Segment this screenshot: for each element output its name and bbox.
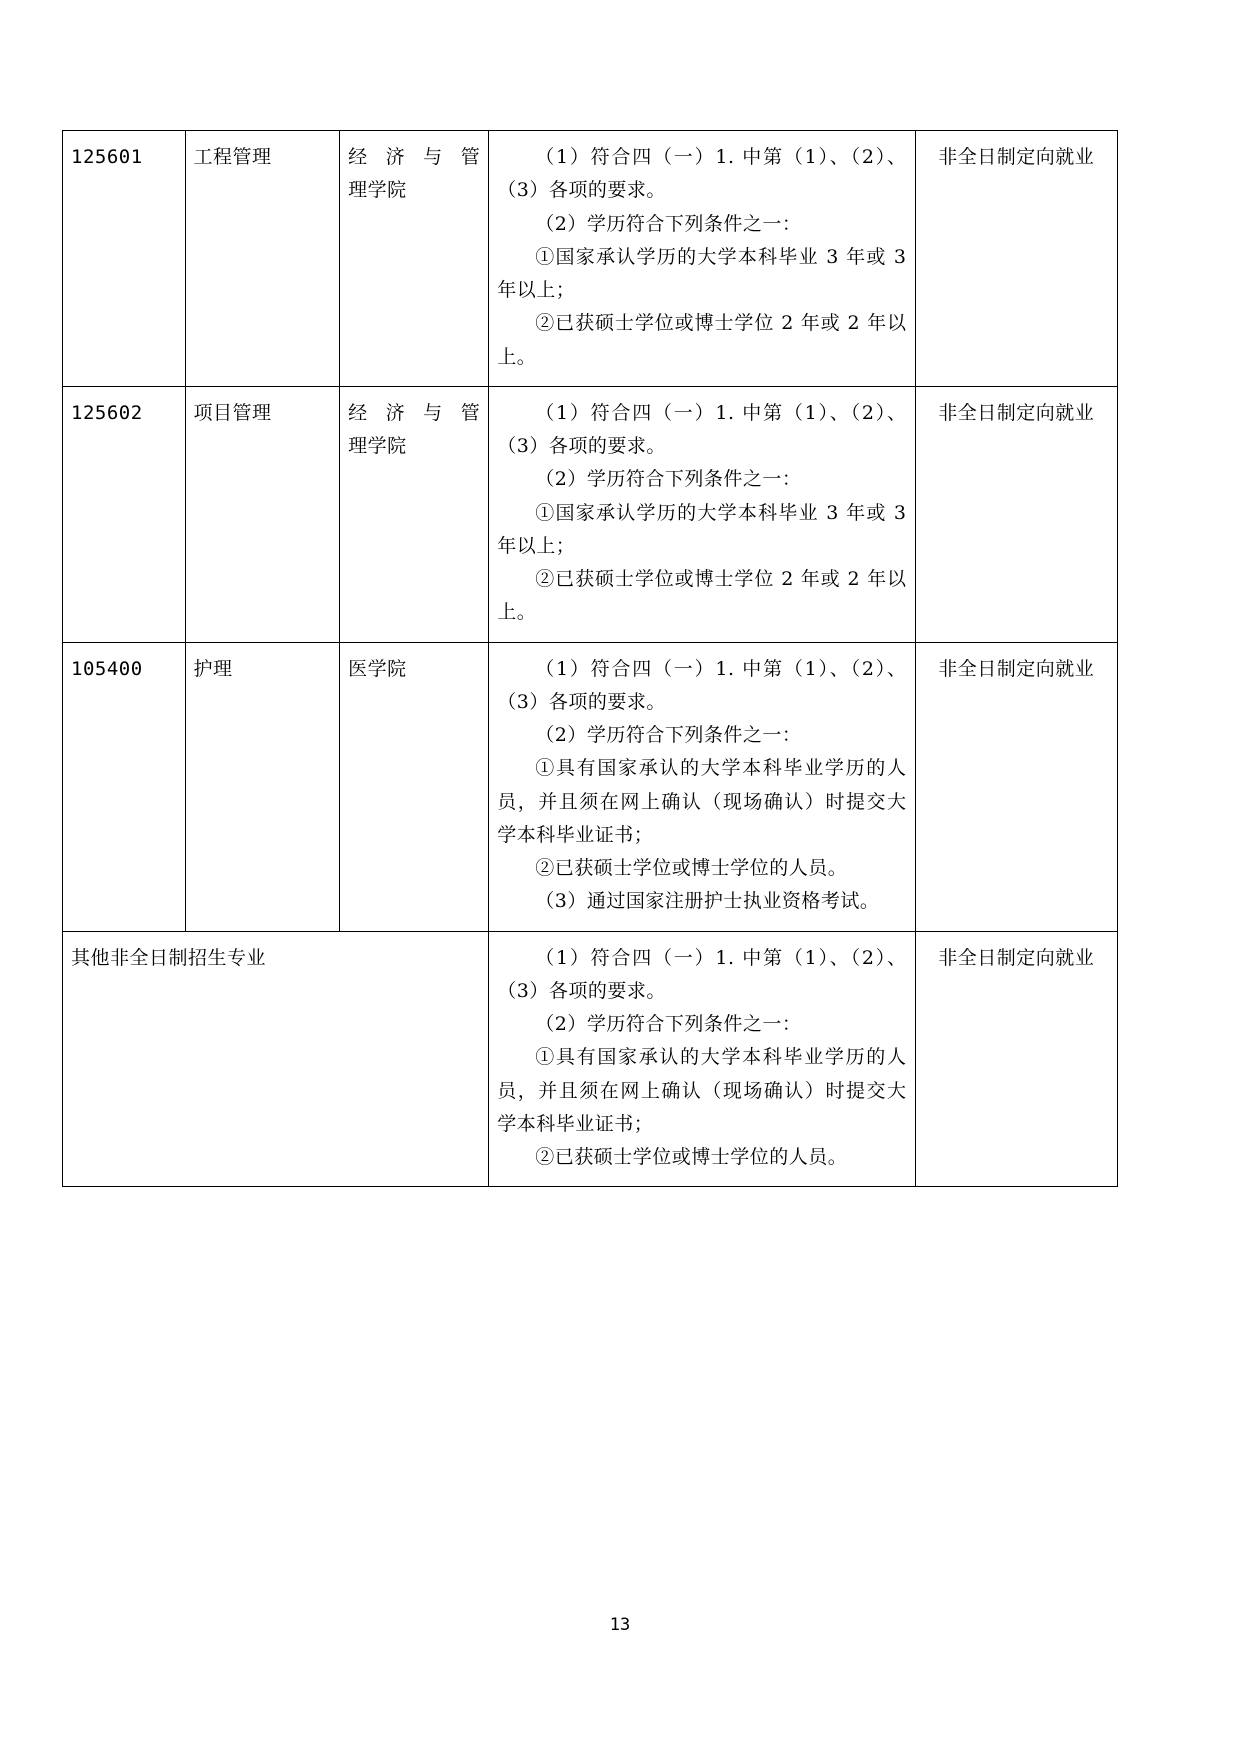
requirement-item: （2）学历符合下列条件之一： [535, 724, 802, 746]
requirement-item: （1）符合四（一）1. 中第（1）、（2）、（3）各项的要求。 [497, 401, 907, 457]
table-row [63, 931, 1118, 1187]
requirement-item: （3）通过国家注册护士执业资格考试。 [535, 890, 880, 913]
requirement-item: （1）符合四（一）1. 中第（1）、（2）、（3）各项的要求。 [497, 146, 907, 202]
requirement-item: （2）学历符合下列条件之一： [535, 1013, 802, 1035]
study-type: 非全日制定向就业 [915, 642, 1118, 931]
college-line-2: 理学院 [348, 179, 407, 202]
requirement-item: ①具有国家承认的大学本科毕业学历的人员，并且须在网上确认（现场确认）时提交大学本科毕业证书； [497, 757, 907, 846]
study-type: 非全日制定向就业 [915, 931, 1118, 1187]
requirement-item: ①国家承认学历的大学本科毕业 3 年或 3 年以上； [497, 501, 907, 557]
table-row [63, 642, 1118, 931]
requirement-item: ②已获硕士学位或博士学位的人员。 [535, 1146, 848, 1168]
requirement-item: （1）符合四（一）1. 中第（1）、（2）、（3）各项的要求。 [497, 657, 907, 713]
requirements-cell [489, 931, 915, 1187]
major-name: 工程管理 [185, 131, 340, 387]
major-code: 105400 [63, 642, 186, 931]
major-name: 项目管理 [185, 386, 340, 642]
college-line-1: 医学院 [348, 657, 407, 680]
college-line-1: 经济与管 [348, 401, 481, 424]
other-programs-label: 其他非全日制招生专业 [63, 931, 489, 1187]
table-row [63, 131, 1118, 387]
requirement-item: ②已获硕士学位或博士学位 2 年或 2 年以上。 [497, 568, 907, 624]
requirement-item: ①国家承认学历的大学本科毕业 3 年或 3 年以上； [497, 245, 907, 301]
college-name [340, 642, 489, 931]
admissions-requirements-table [62, 130, 1118, 1187]
requirement-item: （1）符合四（一）1. 中第（1）、（2）、（3）各项的要求。 [497, 946, 907, 1002]
college-line-1: 经济与管 [348, 146, 481, 168]
college-name [340, 131, 489, 387]
major-name: 护理 [185, 642, 340, 931]
requirement-item: （2）学历符合下列条件之一： [535, 212, 802, 235]
study-type: 非全日制定向就业 [915, 131, 1118, 387]
table-row [63, 386, 1118, 642]
college-line-2: 理学院 [348, 435, 407, 457]
major-code: 125602 [63, 386, 186, 642]
major-code: 125601 [63, 131, 186, 387]
requirements-cell [489, 386, 915, 642]
requirement-item: ①具有国家承认的大学本科毕业学历的人员，并且须在网上确认（现场确认）时提交大学本科毕业证书； [497, 1046, 907, 1135]
requirement-item: ②已获硕士学位或博士学位 2 年或 2 年以上。 [497, 312, 907, 368]
requirements-cell [489, 642, 915, 931]
requirement-item: ②已获硕士学位或博士学位的人员。 [535, 857, 848, 879]
college-name [340, 386, 489, 642]
requirements-cell [489, 131, 915, 387]
page-number: 13 [609, 1615, 631, 1635]
requirement-item: （2）学历符合下列条件之一： [535, 468, 802, 491]
study-type: 非全日制定向就业 [915, 386, 1118, 642]
